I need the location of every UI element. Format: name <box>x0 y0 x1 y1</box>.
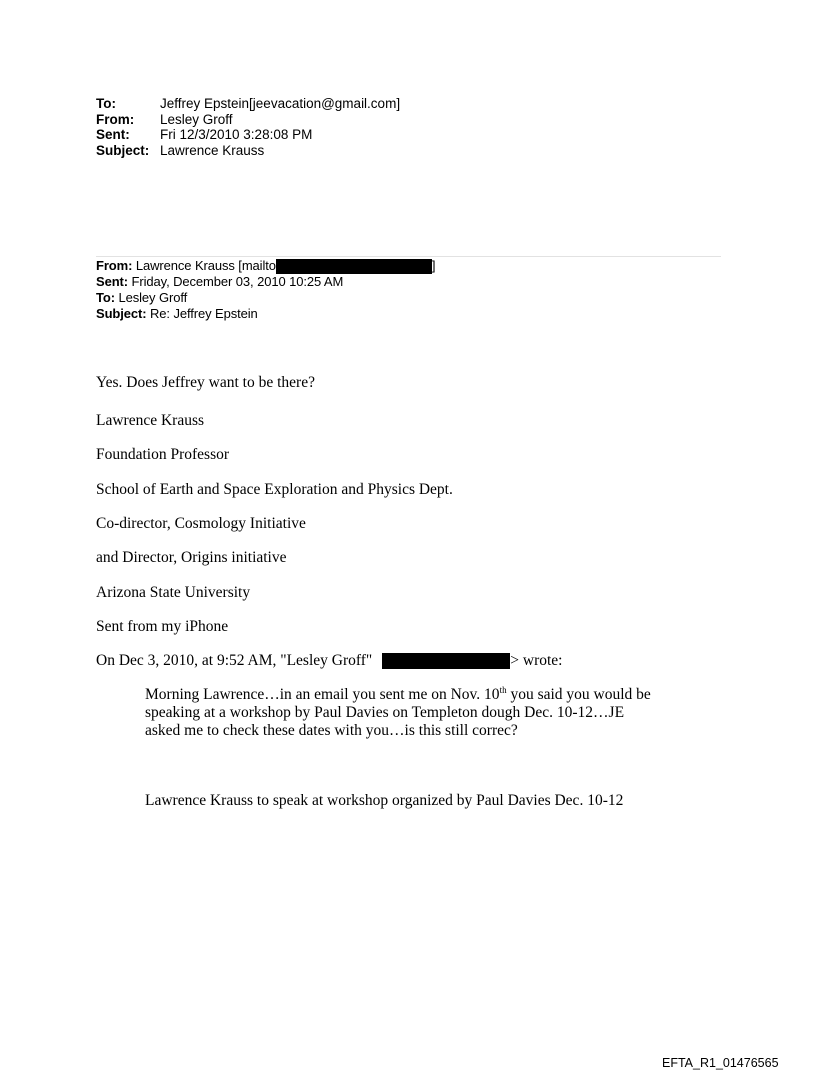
document-id: EFTA_R1_01476565 <box>662 1056 779 1070</box>
wrote-prefix: On Dec 3, 2010, at 9:52 AM, "Lesley Groff" <box>96 652 373 669</box>
quote-line-1-text-end: you said you would be <box>506 686 651 703</box>
sent-value: Fri 12/3/2010 3:28:08 PM <box>160 127 313 142</box>
quoted-from-row <box>96 258 435 274</box>
wrote-line <box>96 652 562 670</box>
signature-school: School of Earth and Space Exploration and Physics Dept. <box>96 481 453 498</box>
quoted-from-label: From: <box>96 258 133 273</box>
quote-line-2: speaking at a workshop by Paul Davies on Templeton dough Dec. 10-12…JE <box>145 704 625 721</box>
quoted-to-value: Lesley Groff <box>118 290 188 306</box>
reply-question: Yes. Does Jeffrey want to be there? <box>96 374 315 391</box>
redaction-box <box>276 259 432 274</box>
quote-line-3: asked me to check these dates with you…is this still correc? <box>145 722 518 739</box>
signature-director: and Director, Origins initiative <box>96 549 287 566</box>
quoted-from-close: ] <box>431 258 436 273</box>
quoted-subject-row <box>96 306 435 322</box>
quoted-sent-value: Friday, December 03, 2010 10:25 AM <box>131 274 344 290</box>
quoted-to-label: To: <box>96 290 115 306</box>
from-label: From: <box>96 111 135 127</box>
header-to-row <box>96 96 400 112</box>
header-divider <box>96 256 721 257</box>
header-subject-row <box>96 143 400 159</box>
quoted-header <box>96 258 435 322</box>
redaction-box <box>382 653 510 669</box>
quoted-from-value: Lawrence Krauss [mailto <box>135 258 276 273</box>
quote-line-1 <box>145 686 651 704</box>
signature-name: Lawrence Krauss <box>96 412 205 429</box>
quote-line-1-text: Morning Lawrence…in an email you sent me on Nov. 10 <box>145 686 500 703</box>
quoted-sent-row <box>96 274 435 290</box>
quote-note-text: Lawrence Krauss to speak at workshop organized by Paul Davies Dec. 10-12 <box>145 792 624 809</box>
subject-value: Lawrence Krauss <box>160 142 265 158</box>
subject-label: Subject: <box>96 142 150 158</box>
sent-from-iphone: Sent from my iPhone <box>96 618 229 635</box>
quoted-subject-value: Re: Jeffrey Epstein <box>150 306 258 322</box>
signature-codirector: Co-director, Cosmology Initiative <box>96 515 306 532</box>
email-header <box>96 96 400 158</box>
to-value: Jeffrey Epstein[jeevacation@gmail.com] <box>160 96 401 111</box>
sent-label: Sent: <box>96 127 130 142</box>
wrote-suffix: > wrote: <box>510 652 563 669</box>
quote-note <box>145 792 623 810</box>
signature-title: Foundation Professor <box>96 446 230 463</box>
to-label: To: <box>96 96 116 111</box>
header-sent-row <box>96 127 400 143</box>
quoted-to-row <box>96 290 435 306</box>
quoted-sent-label: Sent: <box>96 274 129 290</box>
header-from-row <box>96 112 400 128</box>
signature-university: Arizona State University <box>96 584 251 601</box>
quote-superscript: th <box>499 684 507 695</box>
quoted-subject-label: Subject: <box>96 306 147 322</box>
from-value: Lesley Groff <box>160 111 233 127</box>
quoted-message <box>145 686 651 740</box>
